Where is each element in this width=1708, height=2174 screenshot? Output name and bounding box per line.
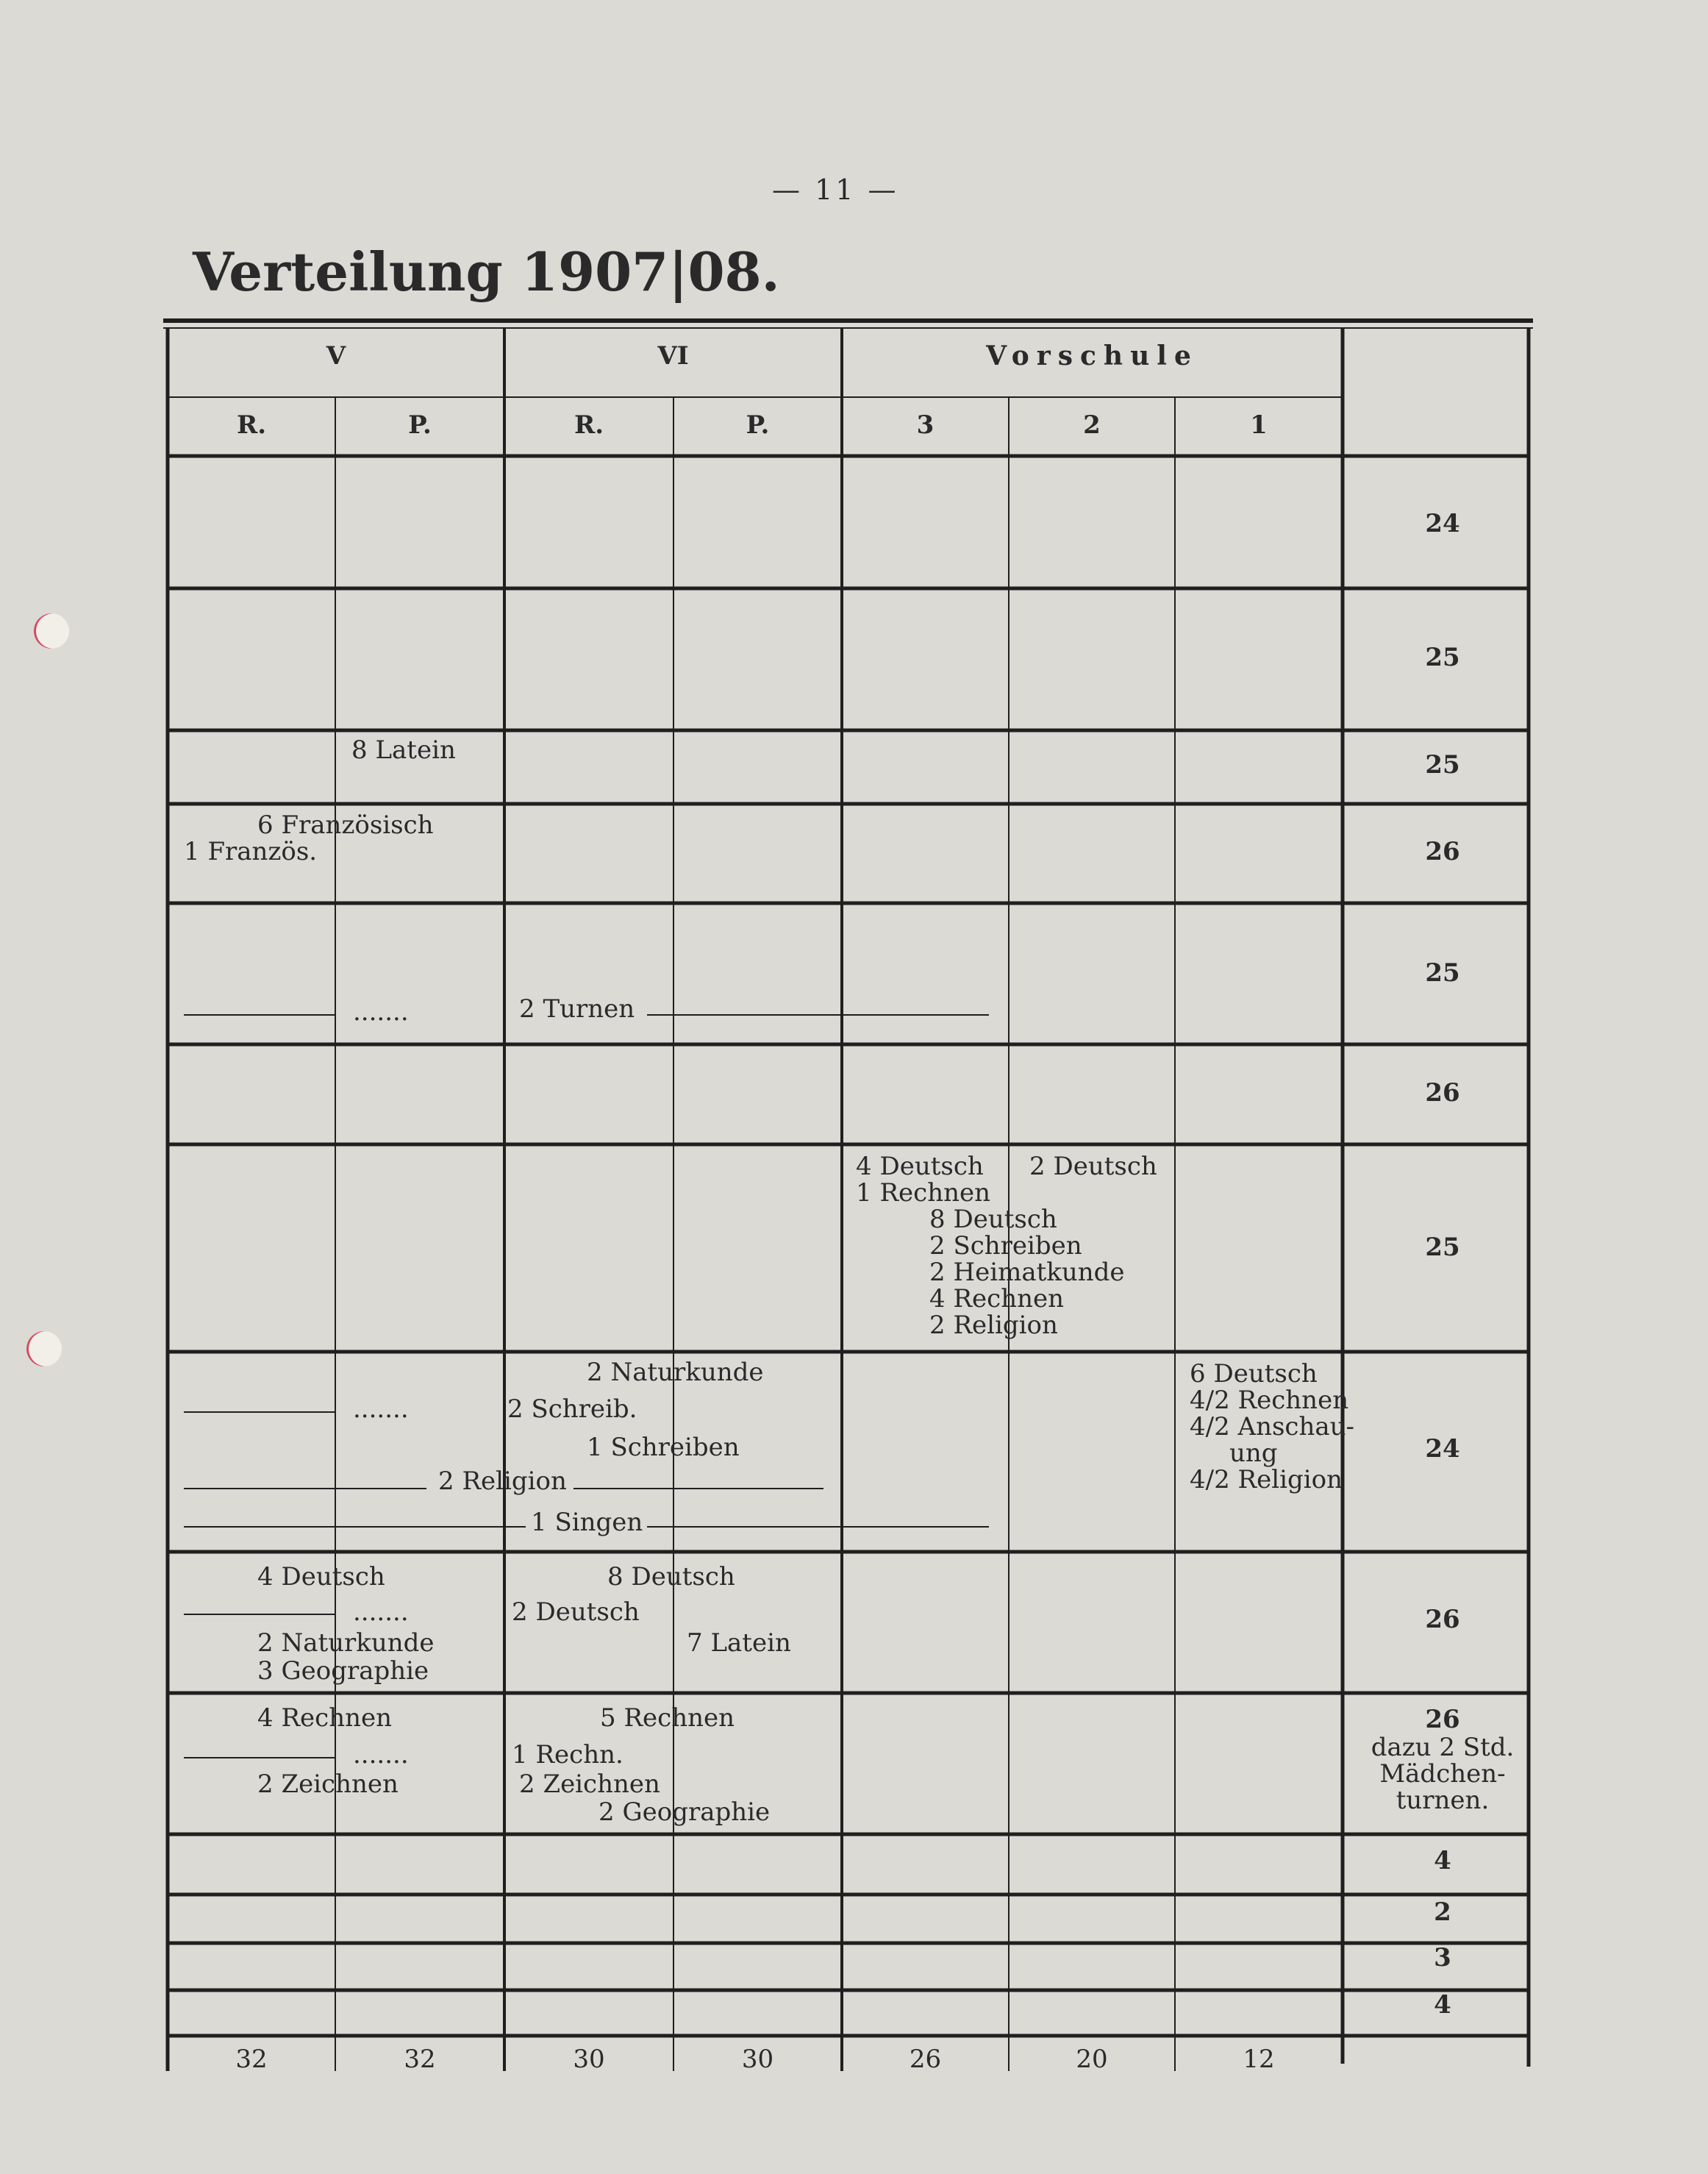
row-total: 25 — [1425, 1233, 1460, 1262]
cell-entry: ....... — [353, 1597, 409, 1627]
cell-entry: ung — [1229, 1439, 1278, 1468]
cell-entry: 1 Rechnen — [856, 1178, 991, 1208]
cell-entry: 4 Deutsch — [856, 1152, 984, 1181]
row-total: 4 — [1434, 1846, 1451, 1875]
row-total: 24 — [1425, 1434, 1460, 1464]
cell-entry: ....... — [353, 1394, 409, 1424]
cell-entry: 8 Deutsch — [929, 1205, 1057, 1234]
page-number: — 11 — — [772, 174, 899, 206]
col-total: 12 — [1243, 2045, 1275, 2074]
cell-entry: 2 Zeichnen — [257, 1770, 399, 1799]
row-total: 25 — [1425, 958, 1460, 988]
cell-entry: 4 Rechnen — [929, 1284, 1065, 1314]
cell-entry: 6 Französisch — [257, 810, 434, 840]
header-sub: 2 — [1083, 410, 1101, 440]
cell-entry: 4/2 Rechnen — [1190, 1386, 1349, 1415]
cell-entry: 7 Latein — [687, 1628, 791, 1658]
cell-entry: 5 Rechnen — [600, 1703, 735, 1733]
col-total: 20 — [1076, 2045, 1108, 2074]
row-total: 26 — [1425, 1705, 1460, 1734]
row-total: 26 — [1425, 1078, 1460, 1108]
row-total-note: Mädchen- — [1379, 1759, 1506, 1789]
cell-entry: 2 Geographie — [598, 1797, 771, 1827]
cell-entry: 1 Singen — [531, 1508, 643, 1537]
cell-entry: 6 Deutsch — [1190, 1359, 1318, 1389]
header-sub: 3 — [916, 410, 935, 440]
row-total-note: turnen. — [1396, 1786, 1490, 1815]
cell-entry: 4/2 Anschau- — [1190, 1412, 1355, 1441]
row-total: 26 — [1425, 1605, 1460, 1634]
col-total: 30 — [573, 2045, 605, 2074]
header-group-v: V — [326, 341, 346, 371]
row-total: 26 — [1425, 837, 1460, 866]
cell-entry: 2 Religion — [438, 1466, 567, 1496]
cell-entry: 4 Deutsch — [257, 1562, 385, 1592]
row-total: 3 — [1434, 1943, 1451, 1972]
cell-entry: ....... — [353, 1740, 409, 1770]
cell-entry: 2 Heimatkunde — [929, 1258, 1125, 1287]
cell-entry: 2 Schreiben — [929, 1231, 1082, 1261]
cell-entry: 2 Naturkunde — [257, 1628, 435, 1658]
cell-entry: 2 Naturkunde — [587, 1358, 764, 1387]
col-total: 32 — [235, 2045, 268, 2074]
cell-entry: 4/2 Religion — [1190, 1465, 1343, 1494]
row-total: 25 — [1425, 750, 1460, 780]
cell-entry: 8 Deutsch — [607, 1562, 735, 1592]
cell-entry: 2 Deutsch — [512, 1597, 640, 1627]
cell-entry: 2 Deutsch — [1029, 1152, 1157, 1181]
header-sub: 1 — [1250, 410, 1268, 440]
row-total: 2 — [1434, 1897, 1451, 1927]
cell-entry: 2 Schreib. — [507, 1394, 637, 1424]
header-sub: R. — [573, 410, 604, 440]
header-sub: P. — [408, 410, 432, 440]
header-group-vorschule: Vorschule — [986, 341, 1198, 371]
row-total: 24 — [1425, 509, 1460, 538]
cell-entry: 3 Geographie — [257, 1656, 429, 1686]
row-total-note: dazu 2 Std. — [1371, 1733, 1515, 1762]
header-group-vi: VI — [657, 341, 689, 371]
cell-entry: 2 Zeichnen — [519, 1770, 660, 1799]
cell-entry: 1 Schreiben — [587, 1433, 740, 1462]
header-sub: R. — [236, 410, 267, 440]
cell-entry: 1 Rechn. — [512, 1740, 623, 1770]
col-total: 32 — [404, 2045, 436, 2074]
cell-entry: 2 Turnen — [519, 994, 635, 1024]
row-total: 4 — [1434, 1990, 1451, 2020]
header-sub: P. — [746, 410, 770, 440]
col-total: 30 — [741, 2045, 774, 2074]
row-total: 25 — [1425, 643, 1460, 672]
page-title: Verteilung 1907|08. — [193, 240, 780, 303]
cell-entry: 4 Rechnen — [257, 1703, 393, 1733]
cell-entry: 2 Religion — [929, 1311, 1058, 1340]
cell-entry: 8 Latein — [351, 735, 456, 765]
cell-entry: ....... — [353, 997, 409, 1027]
cell-entry: 1 Französ. — [184, 837, 318, 866]
col-total: 26 — [909, 2045, 942, 2074]
